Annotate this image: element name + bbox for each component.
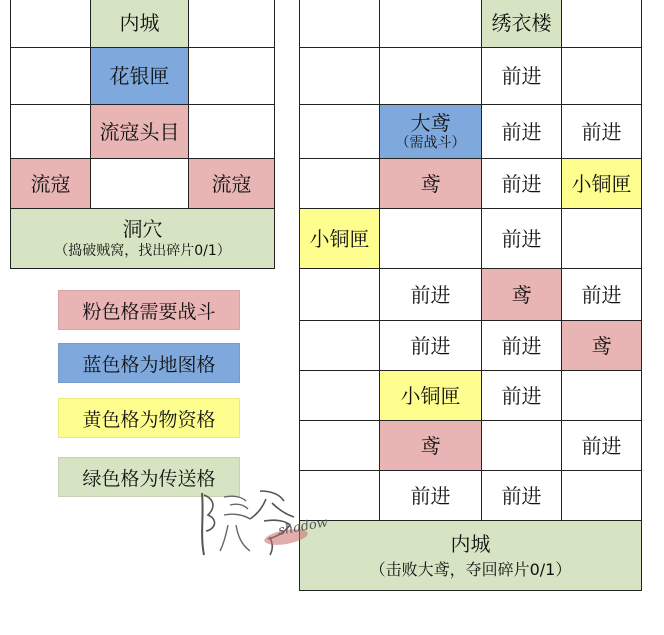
right-advance-cell[interactable] [561, 420, 642, 471]
watermark-logo [190, 485, 350, 565]
left-enemy-cell-right[interactable] [188, 158, 275, 209]
left-empty-r2-c0 [10, 104, 91, 159]
legend-label: 绿色格为传送格 [82, 467, 216, 490]
cell-label: 前进 [581, 119, 622, 144]
cell-label: 绣衣楼 [491, 11, 552, 35]
legend-yellow [58, 398, 240, 438]
portal-note: （击败大鸢，夺回碎片0/1） [369, 559, 572, 579]
left-empty-r1-c0 [10, 47, 91, 105]
right-empty-r0-c0 [299, 0, 380, 48]
right-advance-cell[interactable] [481, 104, 562, 159]
legend-pink [58, 290, 240, 330]
legend-blue [58, 343, 240, 383]
right-empty-r4-c3 [561, 208, 642, 269]
cell-label: 前进 [501, 119, 542, 144]
cell-label: 前进 [410, 282, 451, 307]
right-empty-r1-c1 [379, 47, 482, 105]
cell-label: 前进 [501, 483, 542, 508]
right-empty-r7-c3 [561, 370, 642, 421]
portal-title: 洞穴 [122, 216, 163, 241]
cell-label: 前进 [501, 226, 542, 251]
right-portal-inner-city[interactable] [299, 520, 642, 591]
cell-label: 前进 [410, 483, 451, 508]
left-empty-r3-c1 [90, 158, 189, 209]
left-empty-r1-c2 [188, 47, 275, 105]
right-kite-enemy-cell[interactable] [379, 420, 482, 471]
right-advance-cell[interactable] [379, 470, 482, 521]
right-empty-r8-c2 [481, 420, 562, 471]
left-map-cell[interactable] [90, 47, 189, 105]
right-advance-cell[interactable] [561, 268, 642, 321]
right-advance-cell[interactable] [481, 470, 562, 521]
right-kite-enemy-cell[interactable] [379, 158, 482, 209]
cell-label: 鸢 [511, 282, 532, 307]
right-empty-r3-c0 [299, 158, 380, 209]
portal-note: （捣破贼窝，找出碎片0/1） [54, 242, 231, 259]
right-advance-cell[interactable] [379, 320, 482, 371]
left-boss-cell[interactable] [90, 104, 189, 159]
right-empty-r1-c0 [299, 47, 380, 105]
right-big-kite-cell[interactable] [379, 104, 482, 159]
right-advance-cell[interactable] [481, 370, 562, 421]
cell-label: 流寇头目 [99, 119, 180, 144]
right-advance-cell[interactable] [379, 268, 482, 321]
right-kite-enemy-cell[interactable] [561, 320, 642, 371]
left-portal-inner-city[interactable] [90, 0, 189, 48]
right-portal-embroidery-tower[interactable] [481, 0, 562, 48]
cell-label: 小铜匣 [309, 226, 370, 251]
left-empty-r0-c2 [188, 0, 275, 48]
cell-label: 内城 [119, 11, 160, 35]
portal-title: 内城 [450, 531, 491, 556]
right-empty-r4-c1 [379, 208, 482, 269]
right-empty-r8-c0 [299, 420, 380, 471]
right-empty-r2-c0 [299, 104, 380, 159]
cell-label: 小铜匣 [400, 383, 461, 408]
cell-note: （需战斗） [395, 134, 466, 151]
cell-label: 鸢 [420, 171, 441, 196]
right-advance-cell[interactable] [481, 47, 562, 105]
cell-label: 小铜匣 [571, 171, 632, 196]
left-empty-r2-c2 [188, 104, 275, 159]
cell-label: 鸢 [591, 333, 612, 358]
cell-label: 流寇 [211, 171, 252, 196]
legend-label: 粉色格需要战斗 [82, 300, 216, 323]
right-empty-r1-c3 [561, 47, 642, 105]
right-advance-cell[interactable] [561, 104, 642, 159]
cell-label: 流寇 [30, 171, 71, 196]
right-empty-r9-c3 [561, 470, 642, 521]
watermark-graphic [190, 485, 350, 565]
watermark-text: shadow [277, 515, 330, 539]
cell-label: 前进 [501, 383, 542, 408]
cell-label: 鸢 [420, 433, 441, 458]
cell-label: 前进 [501, 171, 542, 196]
cell-label: 前进 [581, 282, 622, 307]
cell-label: 前进 [581, 433, 622, 458]
cell-label: 前进 [501, 64, 542, 88]
right-small-copper-box[interactable] [379, 370, 482, 421]
right-small-copper-box[interactable] [561, 158, 642, 209]
right-empty-r5-c0 [299, 268, 380, 321]
right-kite-enemy-cell[interactable] [481, 268, 562, 321]
right-advance-cell[interactable] [481, 158, 562, 209]
cell-label: 前进 [410, 333, 451, 358]
right-empty-r6-c0 [299, 320, 380, 371]
left-portal-cave[interactable] [10, 208, 275, 269]
right-small-copper-box[interactable] [299, 208, 380, 269]
right-empty-r0-c1 [379, 0, 482, 48]
cell-label: 大鸢 [410, 110, 451, 135]
right-empty-r0-c3 [561, 0, 642, 48]
right-advance-cell[interactable] [481, 208, 562, 269]
cell-label: 前进 [501, 333, 542, 358]
right-empty-r7-c0 [299, 370, 380, 421]
cell-label: 花银匣 [109, 64, 170, 88]
legend-label: 黄色格为物资格 [82, 408, 216, 431]
right-advance-cell[interactable] [481, 320, 562, 371]
legend-label: 蓝色格为地图格 [82, 353, 216, 376]
left-empty-r0-c0 [10, 0, 91, 48]
left-enemy-cell-left[interactable] [10, 158, 91, 209]
